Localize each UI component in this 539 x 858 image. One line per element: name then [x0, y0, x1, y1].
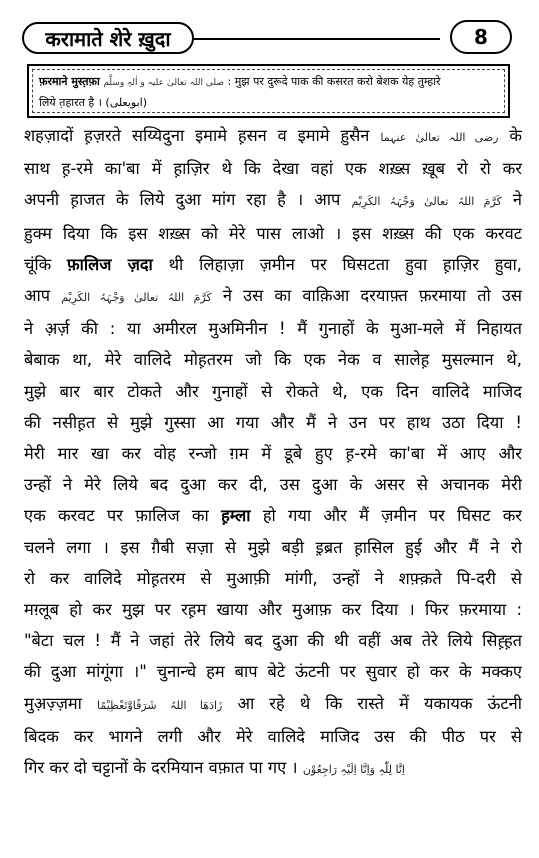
text-segment: आ रहे थे कि रास्ते में यकायक ऊंटनी [222, 693, 522, 713]
text-line [24, 594, 522, 625]
text-segment: ने अ़र्ज़ की : या अमीरल मुअमिनीन ! मैं गुनाहों के मुआ-मले में निहायत [24, 319, 522, 339]
text-segment: ने उस का वाक़िआ दरयाफ़्त फ़रमाया तो उस [211, 286, 522, 306]
text-segment: आप [24, 286, 62, 306]
text-segment: मग़्लूब हो कर मुझ पर रह़म खाया और मुआफ़ कर दिया । फिर फ़रमाया : [24, 600, 522, 620]
text-line [24, 625, 522, 656]
book-title: करामाते शेरे ख़ुदा [22, 22, 194, 54]
page-number: 8 [450, 20, 512, 54]
text-segment: अपनी ह़ाजत के लिये दुआ मांग रहा है । आप [24, 190, 352, 210]
hadith-notice-box [27, 64, 510, 118]
text-segment: गिर कर दो चट्टानों के दरमियान वफ़ात पा गए । [24, 758, 303, 778]
text-segment: शहज़ादों ह़ज़रते सय्यिदुना इमामे ह़सन व इमामे ह़ुसैन [24, 126, 381, 145]
body-text [24, 120, 522, 785]
arabic-honorific: رضی اللہ تعالیٰ عنہما [380, 131, 499, 144]
arabic-honorific: کَرَّمَ اللہُ تعالیٰ وَجْہَہُ الکَرِیْم [61, 291, 212, 305]
text-segment: ने [501, 190, 522, 210]
text-segment: चूंकि [24, 254, 68, 274]
text-segment: मेरी मार खा कर वोह रन्जो ग़म में डूबे हुए ह़-रमे का'बा में आए और [24, 444, 522, 464]
text-line [24, 752, 522, 785]
page-header [0, 0, 539, 58]
text-segment: ह़ुक्म दिया कि इस शख़्स को मेरे पास लाओ । इस शख़्स की एक करवट [24, 223, 522, 243]
text-line [24, 120, 522, 153]
text-segment: थी लिहाज़ा ज़मीन पर घिसटता हुवा ह़ाज़िर हुवा, [152, 254, 522, 274]
text-line [24, 688, 522, 721]
text-segment: साथ ह़-रमे का'बा में ह़ाज़िर थे कि देखा वहां एक शख़्स ख़ूब रो रो कर [24, 159, 522, 179]
text-line [24, 500, 522, 531]
text-segment: उन्हों ने मेरे लिये बद दुआ कर दी, उस दुआ के असर से अचानक मेरी [24, 475, 522, 495]
text-segment: चलने लगा । इस ग़ैबी सज़ा से मुझे बड़ी इ़ब्रत ह़ासिल हुई और मैं ने रो [24, 537, 522, 557]
emphasis-text: ह़म्ला [221, 506, 251, 526]
text-line [24, 249, 522, 280]
notice-label: फ़रमाने मुस्त़फ़ा [39, 75, 100, 88]
text-line [24, 153, 522, 184]
arabic-honorific: اِنَّا لِلّٰہِ وَاِنَّا اِلَیْہِ رَاجِعُوْن [302, 763, 405, 777]
notice-text: : मुझ पर दुरूदे पाक की कसरत करो बेशक येह तुम्हारे [227, 75, 441, 88]
text-line [24, 721, 522, 752]
notice-honorific: صلی اللہ تعالیٰ علیہ و اٰلہٖ وسلَّم [103, 78, 224, 88]
arabic-honorific: کَرَّمَ اللہُ تعالیٰ وَجْہَہُ الکَرِیْم [351, 195, 502, 209]
text-line [24, 376, 522, 407]
text-line [24, 563, 522, 594]
text-segment: "बेटा चल ! मैं ने जहां तेरे लिये बद दुआ की थी वहीं अब तेरे लिये सिह़्ह़त [24, 631, 522, 651]
text-segment: हो गया और मैं ज़मीन पर घिसट कर [250, 506, 522, 526]
text-line [24, 656, 522, 687]
text-segment: मुझे बार बार टोकते और गुनाहों से रोकते थे, एक दिन वालिदे माजिद [24, 381, 522, 401]
text-segment: बिदक कर भागने लगी और मेरे वालिदे माजिद उस की पीठ पर से [24, 726, 522, 746]
text-line [24, 407, 522, 438]
text-line [24, 313, 522, 344]
text-line [24, 184, 522, 217]
text-line [24, 438, 522, 469]
text-segment: रो कर वालिदे मोह़तरम से मुआफ़ी मांगी, उन्हों ने शफ़्क़ते पि-दरी से [24, 568, 522, 588]
hadith-notice-inner [32, 69, 505, 113]
arabic-honorific: زَادَھَا اللہُ شَرَفًاوَّتَعْظِیْمًا [97, 698, 223, 712]
notice-text-2: लिये त़हारत है । (ابویعلی) [39, 96, 147, 109]
text-line [24, 218, 522, 249]
text-line [24, 532, 522, 563]
text-segment: मुअ़ज़्ज़मा [24, 693, 98, 713]
emphasis-text: फ़ालिज ज़दा [67, 254, 153, 274]
text-segment: के [498, 126, 522, 145]
text-line [24, 280, 522, 313]
text-segment: बेबाक था, मेरे वालिदे मोह़तरम जो कि एक नेक व सालेह़ मुसल्मान थे, [24, 350, 522, 370]
text-segment: एक करवट पर फ़ालिज का [24, 506, 222, 526]
text-line [24, 344, 522, 375]
text-segment: की नसीह़त से मुझे गुस्सा आ गया और मैं ने उन पर हाथ उठा दिया ! [24, 412, 522, 432]
text-segment: की दुआ मांगूंगा ।" चुनान्चे हम बाप बेटे ऊंटनी पर सुवार हो कर के मक्कए [24, 662, 522, 682]
text-line [24, 469, 522, 500]
